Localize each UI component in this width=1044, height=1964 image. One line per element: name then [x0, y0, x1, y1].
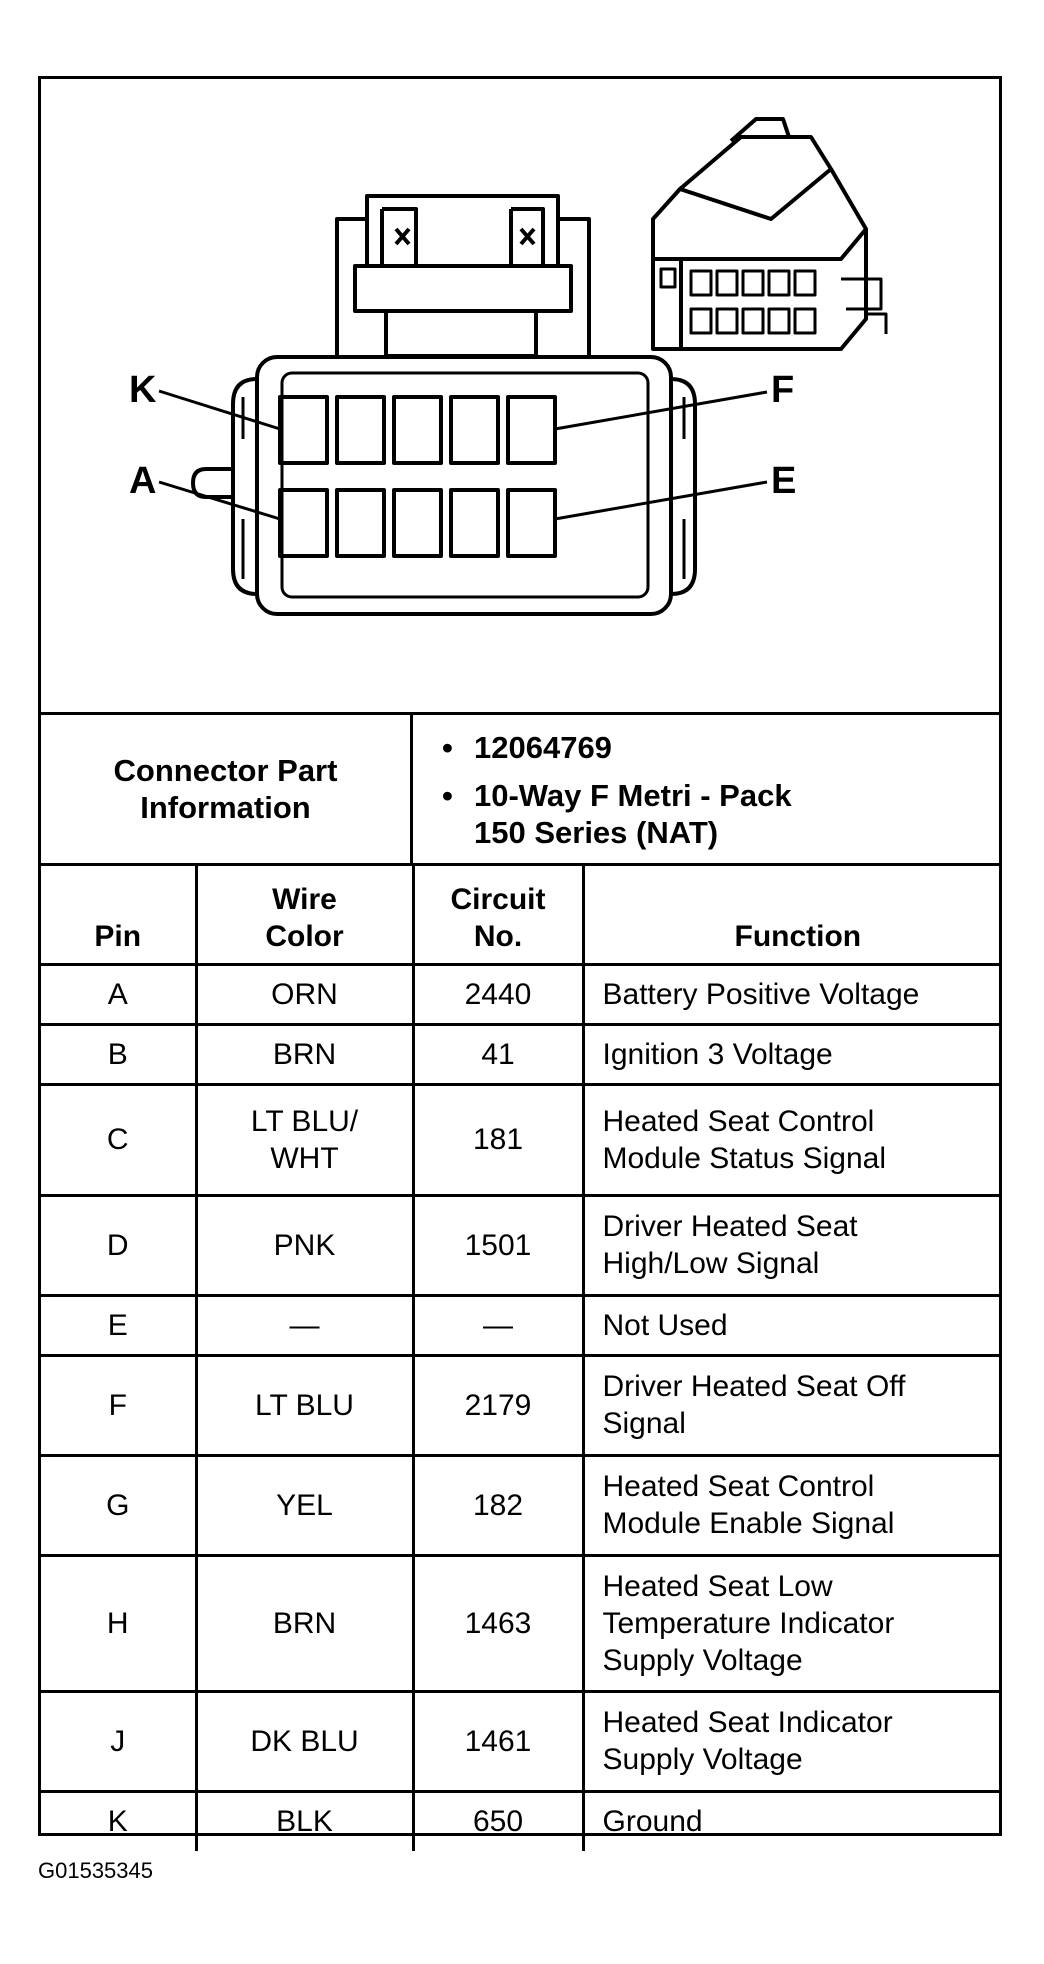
header-function: Function [583, 866, 999, 964]
cell-function: Heated Seat Indicator Supply Voltage [583, 1691, 999, 1791]
cell-pin: A [41, 964, 196, 1024]
pin-label-K: K [129, 369, 157, 411]
table-row [41, 1024, 999, 1084]
cell-function: Not Used [583, 1295, 999, 1355]
header-circuit-no: Circuit No. [413, 866, 583, 964]
part-info-values [416, 715, 999, 863]
pinout-table-body [41, 964, 999, 1851]
leader-line-E [555, 482, 767, 519]
cell-function: Heated Seat Control Module Enable Signal [583, 1455, 999, 1555]
cell-wire-color: LT BLU [196, 1355, 413, 1455]
cell-circuit-no: 1461 [413, 1691, 583, 1791]
cell-pin: J [41, 1691, 196, 1791]
leader-line-F [555, 392, 767, 429]
cell-wire-color: BRN [196, 1555, 413, 1691]
table-row [41, 964, 999, 1024]
cavity-D [451, 490, 498, 556]
connector-type-line1: 10-Way F Metri - Pack [474, 778, 792, 813]
cavity-J [337, 397, 384, 463]
cavity-K [280, 397, 327, 463]
cell-pin: K [41, 1791, 196, 1851]
connector-isometric-view [653, 119, 886, 349]
connector-latch-base [355, 266, 571, 311]
cell-pin: F [41, 1355, 196, 1455]
cavity-A [280, 490, 327, 556]
cell-wire-color: YEL [196, 1455, 413, 1555]
cell-circuit-no: 182 [413, 1455, 583, 1555]
cell-wire-color: BRN [196, 1024, 413, 1084]
table-row [41, 1295, 999, 1355]
cavity-G [451, 397, 498, 463]
cell-pin: D [41, 1195, 196, 1295]
cell-function: Battery Positive Voltage [583, 964, 999, 1024]
connector-latch-neck [386, 311, 536, 356]
cell-wire-color: ORN [196, 964, 413, 1024]
cell-function: Heated Seat Low Temperature Indicator Supply Voltage [583, 1555, 999, 1691]
pin-label-A: A [129, 460, 157, 502]
cell-pin: C [41, 1084, 196, 1195]
part-info-label-line2: Information [140, 790, 311, 825]
table-row [41, 1555, 999, 1691]
table-row [41, 1355, 999, 1455]
connector-drawing [41, 79, 999, 712]
part-number: 12064769 [474, 730, 612, 765]
cell-pin: G [41, 1455, 196, 1555]
connector-figure-frame [38, 76, 1002, 1839]
cell-pin: E [41, 1295, 196, 1355]
leader-line-K [159, 391, 280, 429]
bullet-icon: • [442, 730, 453, 765]
cell-function: Heated Seat Control Module Status Signal [583, 1084, 999, 1195]
cell-circuit-no: 1463 [413, 1555, 583, 1691]
cavity-E [508, 490, 555, 556]
cell-wire-color: BLK [196, 1791, 413, 1851]
cell-function: Driver Heated Seat High/Low Signal [583, 1195, 999, 1295]
cell-circuit-no: 2179 [413, 1355, 583, 1455]
table-row [41, 1455, 999, 1555]
cell-circuit-no: 41 [413, 1024, 583, 1084]
cell-pin: B [41, 1024, 196, 1084]
cavity-H [394, 397, 441, 463]
table-row [41, 1791, 999, 1851]
pinout-table [41, 866, 999, 1851]
cell-circuit-no: 181 [413, 1084, 583, 1195]
cell-wire-color: PNK [196, 1195, 413, 1295]
cell-wire-color: DK BLU [196, 1691, 413, 1791]
table-header-row [41, 866, 999, 964]
cell-function: Driver Heated Seat Off Signal [583, 1355, 999, 1455]
cavity-C [394, 490, 441, 556]
cell-pin: H [41, 1555, 196, 1691]
header-pin: Pin [41, 866, 196, 964]
cell-wire-color: LT BLU/ WHT [196, 1084, 413, 1195]
cell-circuit-no: 650 [413, 1791, 583, 1851]
cell-function: Ground [583, 1791, 999, 1851]
header-wire-color: Wire Color [196, 866, 413, 964]
table-row [41, 1084, 999, 1195]
connector-latch-arms [337, 219, 589, 357]
cavity-F [508, 397, 555, 463]
pin-label-E: E [771, 460, 797, 502]
bullet-icon: • [442, 778, 453, 813]
pin-label-F: F [771, 369, 795, 411]
cell-circuit-no: 2440 [413, 964, 583, 1024]
table-row [41, 1195, 999, 1295]
part-info-label [41, 715, 413, 863]
connector-type-line2: 150 Series (NAT) [474, 815, 719, 850]
cell-wire-color: — [196, 1295, 413, 1355]
figure-code: G01535345 [38, 1858, 153, 1883]
cell-function: Ignition 3 Voltage [583, 1024, 999, 1084]
leader-line-A [159, 482, 280, 519]
cell-circuit-no: 1501 [413, 1195, 583, 1295]
cell-circuit-no: — [413, 1295, 583, 1355]
cavity-B [337, 490, 384, 556]
table-row [41, 1691, 999, 1791]
connector-part-info [41, 715, 999, 866]
part-info-label-line1: Connector Part [113, 753, 338, 788]
connector-diagram [41, 79, 999, 715]
